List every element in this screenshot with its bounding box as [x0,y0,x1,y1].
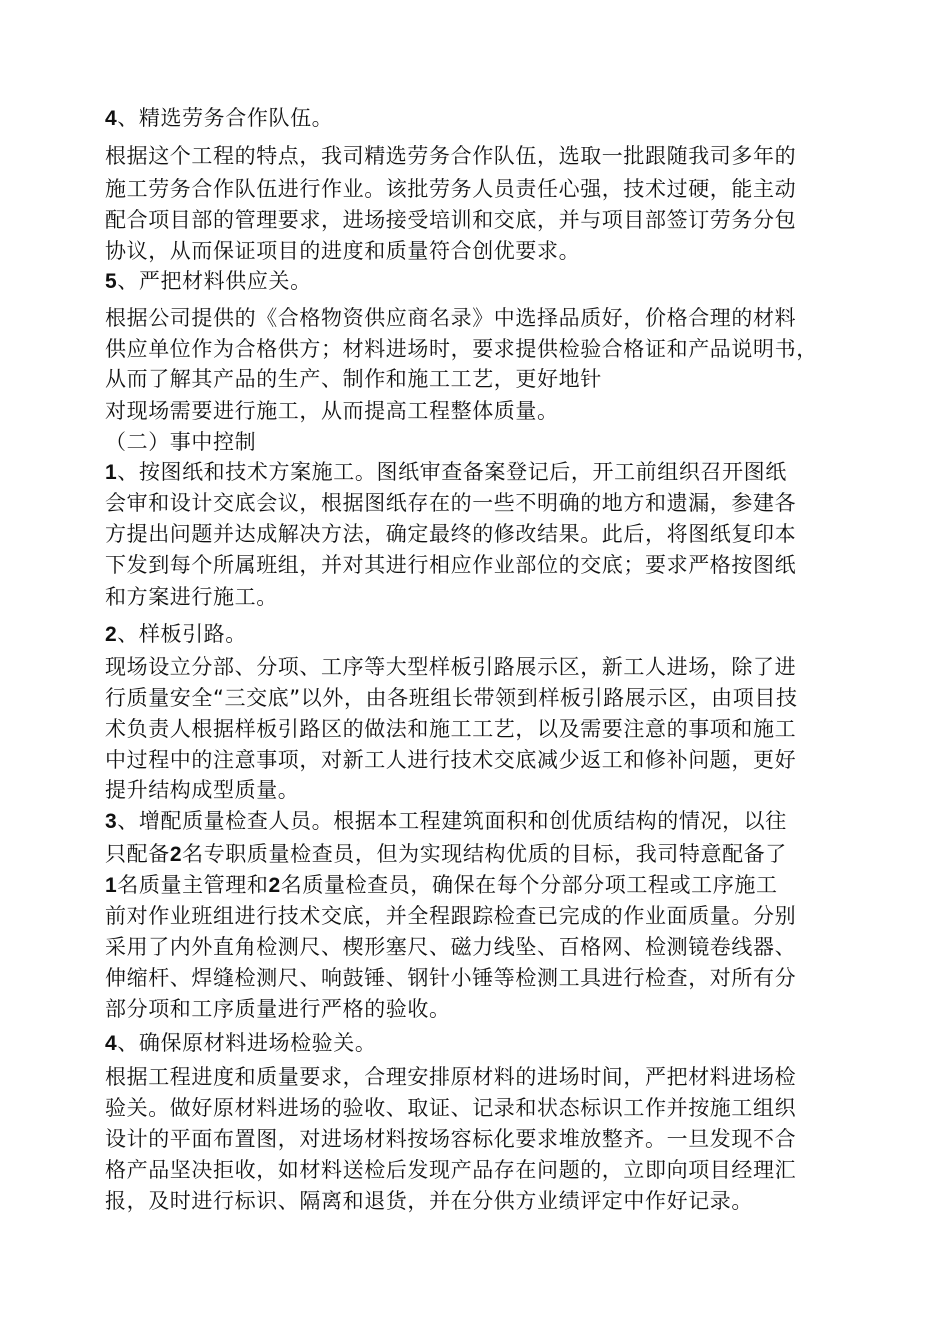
paragraph-line: 格产品坚决拒收，如材料送检后发现产品存在问题的，立即向项目经理汇 [105,1158,797,1182]
paragraph-line: 报，及时进行标识、隔离和退货，并在分供方业绩评定中作好记录。 [105,1189,753,1213]
item-number: 4 [105,1032,118,1055]
paragraph-line: 行质量安全“三交底”以外，由各班组长带领到样板引路展示区，由项目技 [105,686,798,710]
heading-item-4 [105,103,333,134]
heading-item-2 [105,619,247,650]
inline-number: 1 [105,874,118,897]
inline-number: 2 [169,843,183,866]
paragraph-line: 根据工程进度和质量要求，合理安排原材料的进场时间，严把材料进场检 [105,1065,797,1089]
line-prefix: 只配备 [105,842,170,866]
paragraph-line: 和方案进行施工。 [105,585,278,609]
heading-text: 、增配质量检查人员。根据本工程建筑面积和创优质结构的情况，以往 [117,809,787,833]
section-heading: （二）事中控制 [105,430,257,454]
paragraph-line: 前对作业班组进行技术交底，并全程跟踪检查已完成的作业面质量。分别 [105,904,797,928]
paragraph-line: 从而了解其产品的生产、制作和施工工艺，更好地针 [105,367,602,391]
heading-item-4b [105,1028,376,1059]
item-number: 2 [105,623,118,646]
paragraph-line: 部分项和工序质量进行严格的验收。 [105,997,451,1021]
item-number: 1 [105,461,118,484]
line-text: 名质量主管理和 [117,873,269,897]
paragraph-line: 设计的平面布置图，对进场材料按场容标化要求堆放整齐。一旦发现不合 [105,1127,797,1151]
heading-item-5 [105,266,312,297]
paragraph-line: 现场设立分部、分项、工序等大型样板引路展示区，新工人进场，除了进 [105,655,797,679]
paragraph-line: 伸缩杆、焊缝检测尺、响鼓锤、钢针小锤等检测工具进行检查，对所有分 [105,966,797,990]
item-number: 5 [105,270,118,293]
paragraph-line: 根据公司提供的《合格物资供应商名录》中选择品质好，价格合理的材料 [105,306,797,330]
heading-text: 、确保原材料进场检验关。 [117,1031,377,1055]
paragraph-line: 方提出问题并达成解决方法，确定最终的修改结果。此后，将图纸复印本 [105,522,797,546]
paragraph-line: 供应单位作为合格供方；材料进场时，要求提供检验合格证和产品说明书， [105,337,818,361]
paragraph-line: 根据这个工程的特点，我司精选劳务合作队伍，选取一批跟随我司多年的 [105,144,797,168]
heading-text: 、精选劳务合作队伍。 [117,106,334,130]
paragraph-line: 验关。做好原材料进场的验收、取证、记录和状态标识工作并按施工组织 [105,1096,797,1120]
paragraph-line: 协议，从而保证项目的进度和质量符合创优要求。 [105,239,581,263]
paragraph-line: 对现场需要进行施工，从而提高工程整体质量。 [105,399,559,423]
paragraph-line: 术负责人根据样板引路区的做法和施工工艺，以及需要注意的事项和施工 [105,717,797,741]
heading-text: 、样板引路。 [117,622,247,646]
paragraph-line [105,839,787,870]
paragraph-line: 提升结构成型质量。 [105,778,300,802]
inline-number: 2 [268,874,281,897]
heading-item-1 [105,457,787,488]
paragraph-line: 会审和设计交底会议，根据图纸存在的一些不明确的地方和遗漏，参建各 [105,491,797,515]
item-number: 3 [105,810,118,833]
paragraph-line: 配合项目部的管理要求，进场接受培训和交底，并与项目部签订劳务分包 [105,208,797,232]
paragraph-line [105,870,778,901]
paragraph-line: 中过程中的注意事项，对新工人进行技术交底减少返工和修补问题，更好 [105,748,797,772]
heading-item-3 [105,806,787,837]
item-number: 4 [105,107,118,130]
heading-text: 、按图纸和技术方案施工。图纸审查备案登记后，开工前组织召开图纸 [117,460,787,484]
line-text: 名专职质量检查员，但为实现结构优质的目标，我司特意配备了 [182,842,787,866]
paragraph-line: 下发到每个所属班组，并对其进行相应作业部位的交底；要求严格按图纸 [105,553,797,577]
line-text: 名质量检查员，确保在每个分部分项工程或工序施工 [280,873,778,897]
paragraph-line: 采用了内外直角检测尺、楔形塞尺、磁力线坠、百格网、检测镜卷线器、 [105,935,797,959]
paragraph-line: 施工劳务合作队伍进行作业。该批劳务人员责任心强，技术过硬，能主动 [105,177,797,201]
heading-text: 、严把材料供应关。 [117,269,312,293]
